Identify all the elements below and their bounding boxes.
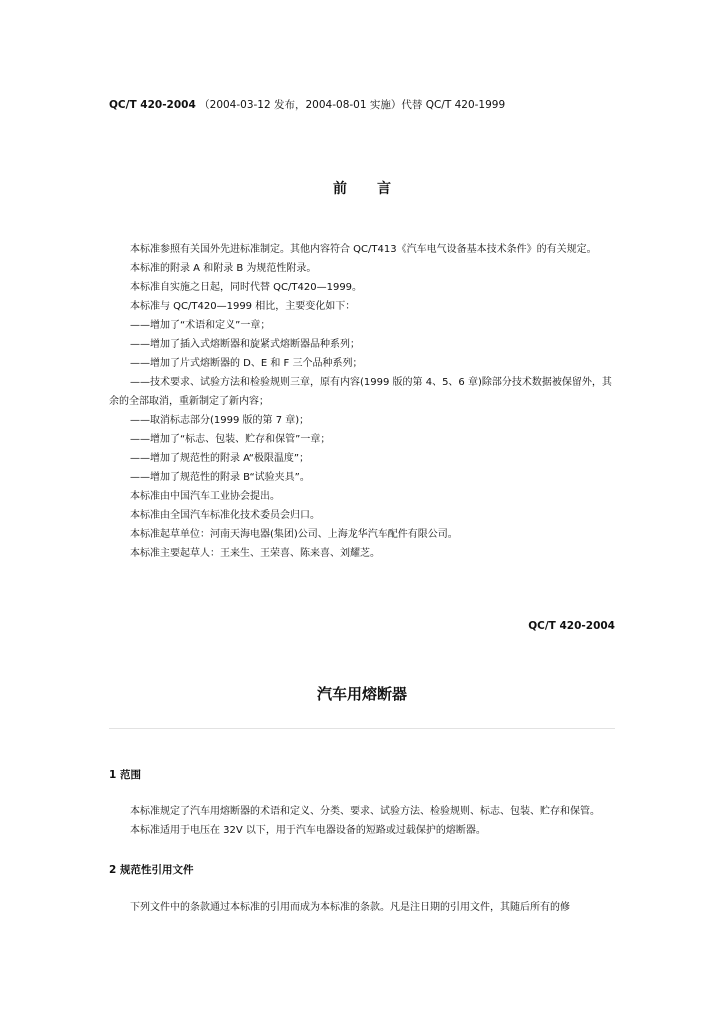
- document-title: 汽车用熔断器: [316, 685, 407, 703]
- section-paragraph: 本标准适用于电压在 32V 以下，用于汽车电器设备的短路或过载保护的熔断器。: [130, 825, 486, 836]
- preface-body: [109, 240, 615, 563]
- preface-paragraph: 本标准由全国汽车标准化技术委员会归口。: [130, 510, 320, 521]
- preface-paragraph: ——增加了片式熔断器的 D、E 和 F 三个品种系列；: [130, 358, 363, 369]
- preface-paragraph: 本标准与 QC/T420—1999 相比，主要变化如下：: [130, 301, 356, 312]
- preface-paragraph: ——取消标志部分(1999 版的第 7 章)；: [130, 415, 310, 426]
- preface-paragraph: 本标准自实施之日起，同时代替 QC/T420—1999。: [130, 282, 363, 293]
- preface-paragraph: ——增加了“术语和定义”一章；: [130, 320, 271, 331]
- preface-paragraph: 本标准起草单位：河南天海电器(集团)公司、上海龙华汽车配件有限公司。: [130, 529, 458, 540]
- section-heading-scope: 1 范围: [109, 769, 141, 781]
- header-dates: （2004-03-12 发布，2004-08-01 实施）代替 QC/T 420-1999: [199, 99, 506, 111]
- preface-paragraph: ——增加了插入式熔断器和旋紧式熔断器品种系列；: [130, 339, 360, 350]
- header-std-number: QC/T 420-2004: [109, 99, 196, 111]
- preface-paragraph: ——增加了“标志、包装、贮存和保管”一章；: [130, 434, 331, 445]
- section-body-scope: [109, 802, 629, 840]
- preface-paragraph: 本标准由中国汽车工业协会提出。: [130, 491, 280, 502]
- section-heading-references: 2 规范性引用文件: [109, 864, 194, 876]
- preface-paragraph: 本标准主要起草人：王来生、王荣喜、陈来喜、刘耀芝。: [130, 548, 380, 559]
- preface-paragraph: ——增加了规范性的附录 A“极限温度”；: [130, 453, 310, 464]
- standard-number: QC/T 420-2004: [528, 620, 615, 632]
- section-body-references: [109, 898, 629, 917]
- section-paragraph: 下列文件中的条款通过本标准的引用而成为本标准的条款。凡是注日期的引用文件，其随后所有的修: [130, 902, 570, 913]
- preface-paragraph: ——增加了规范性的附录 B“试验夹具”。: [130, 472, 310, 483]
- preface-title: 前言: [333, 181, 421, 197]
- preface-paragraph: 本标准的附录 A 和附录 B 为规范性附录。: [130, 263, 317, 274]
- preface-paragraph: ——技术要求、试验方法和检验规则三章，原有内容(1999 版的第 4、5、6 章)除部分技术数据被保留外，其余的全部取消，重新制定了新内容；: [109, 377, 612, 407]
- divider: [109, 728, 615, 729]
- preface-paragraph: 本标准参照有关国外先进标准制定。其他内容符合 QC/T413《汽车电气设备基本技术条件》的有关规定。: [130, 244, 597, 255]
- section-paragraph: 本标准规定了汽车用熔断器的术语和定义、分类、要求、试验方法、检验规则、标志、包装、贮存和保管。: [130, 806, 600, 817]
- header-line: [109, 97, 505, 112]
